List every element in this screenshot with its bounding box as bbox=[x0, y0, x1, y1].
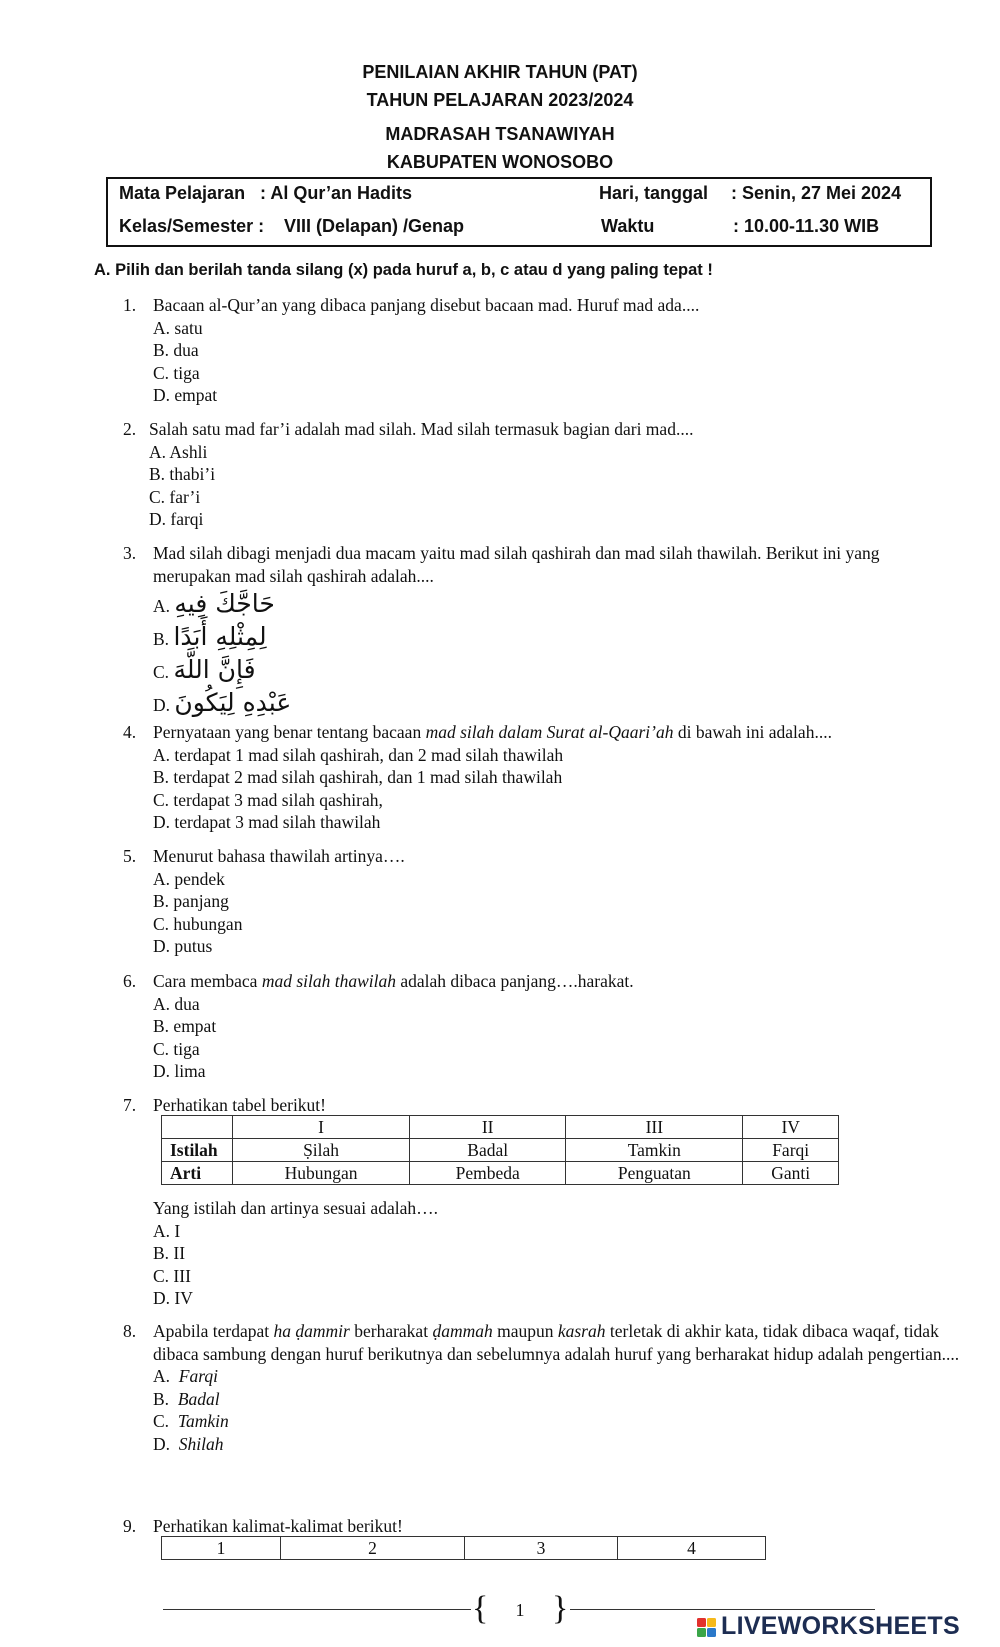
question-2 bbox=[123, 418, 939, 531]
option-c[interactable]: C. far’i bbox=[149, 486, 201, 507]
table-header: 2 bbox=[281, 1537, 465, 1560]
option-c[interactable]: C. tiga bbox=[153, 1038, 200, 1059]
subject-label: Mata Pelajaran bbox=[119, 183, 246, 203]
option-b[interactable]: B. II bbox=[153, 1243, 186, 1264]
question-number: 7. bbox=[123, 1095, 137, 1115]
exam-info-box bbox=[106, 177, 932, 247]
footer-line-right bbox=[570, 1609, 875, 1610]
question-number: 9. bbox=[123, 1516, 137, 1536]
question-number: 8. bbox=[123, 1321, 137, 1341]
stem-italic: mad silah thawilah bbox=[261, 971, 397, 991]
option-text: Shilah bbox=[178, 1433, 224, 1454]
question-stem: Menurut bahasa thawilah artinya…. bbox=[153, 846, 405, 866]
question-6 bbox=[123, 970, 943, 1083]
question-number: 6. bbox=[123, 971, 137, 991]
regency-name: KABUPATEN WONOSOBO bbox=[386, 152, 614, 172]
stem-text: terletak di akhir kata, tidak dibaca waqaf, tidak dibaca sambung dengan huruf berikutnya dan sebelumnya adalah huruf yang berharakat hidup adalah pengertian.... bbox=[153, 1321, 960, 1364]
option-letter: C. bbox=[153, 662, 170, 683]
arabic-phrase: حَاجَّكَ فِيهِ bbox=[174, 589, 275, 619]
table-cell: Badal bbox=[410, 1139, 566, 1162]
question-stem: Salah satu mad far’i adalah mad silah. Mad silah termasuk bagian dari mad.... bbox=[149, 419, 694, 439]
class-label: Kelas/Semester : bbox=[119, 216, 265, 236]
option-b[interactable]: B. terdapat 2 mad silah qashirah, dan 1 mad silah thawilah bbox=[153, 767, 563, 788]
option-c[interactable]: C. terdapat 3 mad silah qashirah, bbox=[153, 789, 383, 810]
stem-text: Pernyataan yang benar tentang bacaan bbox=[153, 722, 426, 742]
option-text: Farqi bbox=[178, 1366, 218, 1387]
stem-text: adalah dibaca panjang….harakat. bbox=[396, 971, 634, 991]
question-number: 1. bbox=[123, 295, 137, 315]
option-b[interactable] bbox=[153, 620, 943, 653]
option-d[interactable]: D. lima bbox=[153, 1061, 206, 1082]
time-label: Waktu bbox=[601, 216, 655, 236]
option-d[interactable]: D. terdapat 3 mad silah thawilah bbox=[153, 812, 381, 833]
option-letter: A. bbox=[153, 1366, 171, 1387]
option-d[interactable]: D. empat bbox=[153, 385, 218, 406]
table-cell: Farqi bbox=[743, 1139, 839, 1162]
exam-title: PENILAIAN AKHIR TAHUN (PAT) bbox=[362, 62, 638, 82]
option-a[interactable] bbox=[153, 1365, 983, 1388]
stem-text: maupun bbox=[492, 1321, 558, 1341]
question-1 bbox=[123, 294, 943, 407]
stem-italic: ha ḍammir bbox=[273, 1321, 350, 1341]
question-stem: Perhatikan kalimat-kalimat berikut! bbox=[153, 1516, 403, 1536]
logo-square bbox=[697, 1618, 706, 1627]
question-stem: Bacaan al-Qur’an yang dibaca panjang disebut bacaan mad. Huruf mad ada.... bbox=[153, 295, 700, 315]
option-c[interactable] bbox=[153, 653, 943, 686]
liveworksheets-logo bbox=[695, 1612, 995, 1642]
question-number: 4. bbox=[123, 722, 137, 742]
question-7 bbox=[123, 1094, 943, 1117]
brand-text: LIVEWORKSHEETS bbox=[721, 1612, 960, 1640]
table-header: III bbox=[566, 1116, 743, 1139]
stem-italic: mad silah dalam Surat al-Qaari’ah bbox=[425, 722, 674, 742]
table-header-row bbox=[162, 1537, 766, 1560]
option-c[interactable]: C. hubungan bbox=[153, 913, 243, 934]
table-header: II bbox=[410, 1116, 566, 1139]
logo-square bbox=[707, 1628, 716, 1637]
table-corner bbox=[162, 1116, 233, 1139]
footer-bracket-left: { bbox=[472, 1590, 489, 1627]
logo-square bbox=[697, 1628, 706, 1637]
table-row bbox=[162, 1162, 839, 1185]
option-letter: B. bbox=[153, 629, 170, 650]
stem-text: berharakat bbox=[349, 1321, 433, 1341]
academic-year: TAHUN PELAJARAN 2023/2024 bbox=[366, 90, 634, 110]
question-4 bbox=[123, 721, 953, 834]
option-letter: C. bbox=[153, 1411, 170, 1432]
table-cell: Ganti bbox=[743, 1162, 839, 1185]
option-a[interactable]: A. satu bbox=[153, 317, 203, 338]
option-letter: D. bbox=[153, 695, 171, 716]
question-5 bbox=[123, 845, 943, 958]
arabic-phrase: لِمِثْلِهِ أَبَدًا bbox=[173, 622, 267, 652]
option-a[interactable]: A. pendek bbox=[153, 868, 225, 889]
question-stem bbox=[153, 970, 943, 993]
table-cell: Tamkin bbox=[566, 1139, 743, 1162]
option-text: Badal bbox=[177, 1388, 220, 1409]
option-a[interactable]: A. I bbox=[153, 1220, 181, 1241]
option-a[interactable]: A. terdapat 1 mad silah qashirah, dan 2 mad silah thawilah bbox=[153, 744, 564, 765]
table-cell: Penguatan bbox=[566, 1162, 743, 1185]
arabic-phrase: فَإِنَّ اللَّهَ bbox=[173, 655, 256, 685]
question-stem bbox=[153, 721, 953, 744]
table-row bbox=[162, 1139, 839, 1162]
term-meaning-table bbox=[161, 1115, 839, 1185]
table-cell: Hubungan bbox=[233, 1162, 410, 1185]
table-cell: Pembeda bbox=[410, 1162, 566, 1185]
class-value: VIII (Delapan) /Genap bbox=[284, 216, 465, 236]
option-b[interactable]: B. empat bbox=[153, 1016, 217, 1037]
question-3 bbox=[123, 542, 943, 719]
option-c[interactable] bbox=[153, 1410, 983, 1433]
stem-text: Apabila terdapat bbox=[153, 1321, 274, 1341]
time-value: : 10.00-11.30 WIB bbox=[733, 216, 880, 236]
stem-text: Cara membaca bbox=[153, 971, 262, 991]
table-cell: Ṣilah bbox=[233, 1139, 410, 1162]
option-c[interactable]: C. tiga bbox=[153, 362, 200, 383]
option-letter: A. bbox=[153, 596, 171, 617]
footer-bracket-right: } bbox=[552, 1590, 569, 1627]
subject-value: : Al Qur’an Hadits bbox=[260, 183, 413, 203]
question-stem: Mad silah dibagi menjadi dua macam yaitu mad silah qashirah dan mad silah thawilah. Berikut ini yang merupakan mad silah qashirah adalah.... bbox=[153, 543, 880, 586]
question-stem bbox=[153, 1320, 983, 1365]
option-text: Tamkin bbox=[177, 1411, 229, 1432]
option-letter: D. bbox=[153, 1433, 171, 1454]
option-b[interactable]: B. dua bbox=[153, 340, 199, 361]
table-header-row bbox=[162, 1116, 839, 1139]
question-stem: Yang istilah dan artinya sesuai adalah…. bbox=[153, 1198, 438, 1218]
table-header: 4 bbox=[618, 1537, 766, 1560]
stem-text: di bawah ini adalah.... bbox=[673, 722, 832, 742]
table-header: 3 bbox=[465, 1537, 618, 1560]
option-a[interactable]: A. Ashli bbox=[149, 441, 208, 462]
option-b[interactable]: B. thabi’i bbox=[149, 464, 216, 485]
question-number: 3. bbox=[123, 543, 137, 563]
table-header: I bbox=[233, 1116, 410, 1139]
logo-square bbox=[707, 1618, 716, 1627]
option-c[interactable]: C. III bbox=[153, 1265, 191, 1286]
question-number: 2. bbox=[123, 419, 137, 439]
date-value: : Senin, 27 Mei 2024 bbox=[731, 183, 902, 203]
option-b[interactable]: B. panjang bbox=[153, 891, 229, 912]
table-header: 1 bbox=[162, 1537, 281, 1560]
stem-italic: kasrah bbox=[557, 1321, 606, 1341]
page-number: 1 bbox=[515, 1600, 525, 1620]
arabic-phrase: عَبْدِهِ لِيَكُونَ bbox=[174, 688, 292, 718]
option-a[interactable]: A. dua bbox=[153, 993, 200, 1014]
table-header: IV bbox=[743, 1116, 839, 1139]
question-7-prompt bbox=[123, 1197, 943, 1310]
row-label: Istilah bbox=[162, 1139, 233, 1162]
question-8 bbox=[123, 1320, 983, 1456]
option-letter: B. bbox=[153, 1388, 170, 1409]
school-name: MADRASAH TSANAWIYAH bbox=[385, 124, 615, 144]
row-label: Arti bbox=[162, 1162, 233, 1185]
option-d[interactable]: D. IV bbox=[153, 1288, 193, 1309]
question-number: 5. bbox=[123, 846, 137, 866]
option-d[interactable]: D. farqi bbox=[149, 509, 204, 530]
sentences-table bbox=[161, 1536, 766, 1560]
question-stem: Perhatikan tabel berikut! bbox=[153, 1095, 326, 1115]
stem-italic: ḍammah bbox=[432, 1321, 493, 1341]
option-d[interactable] bbox=[153, 1433, 983, 1456]
option-d[interactable] bbox=[153, 686, 943, 719]
option-d[interactable]: D. putus bbox=[153, 936, 213, 957]
section-a-instruction: A. Pilih dan berilah tanda silang (x) pada huruf a, b, c atau d yang paling tepat ! bbox=[94, 261, 713, 279]
date-label: Hari, tanggal bbox=[599, 183, 709, 203]
question-9 bbox=[123, 1515, 943, 1538]
option-a[interactable] bbox=[153, 587, 943, 620]
option-b[interactable] bbox=[153, 1388, 983, 1411]
